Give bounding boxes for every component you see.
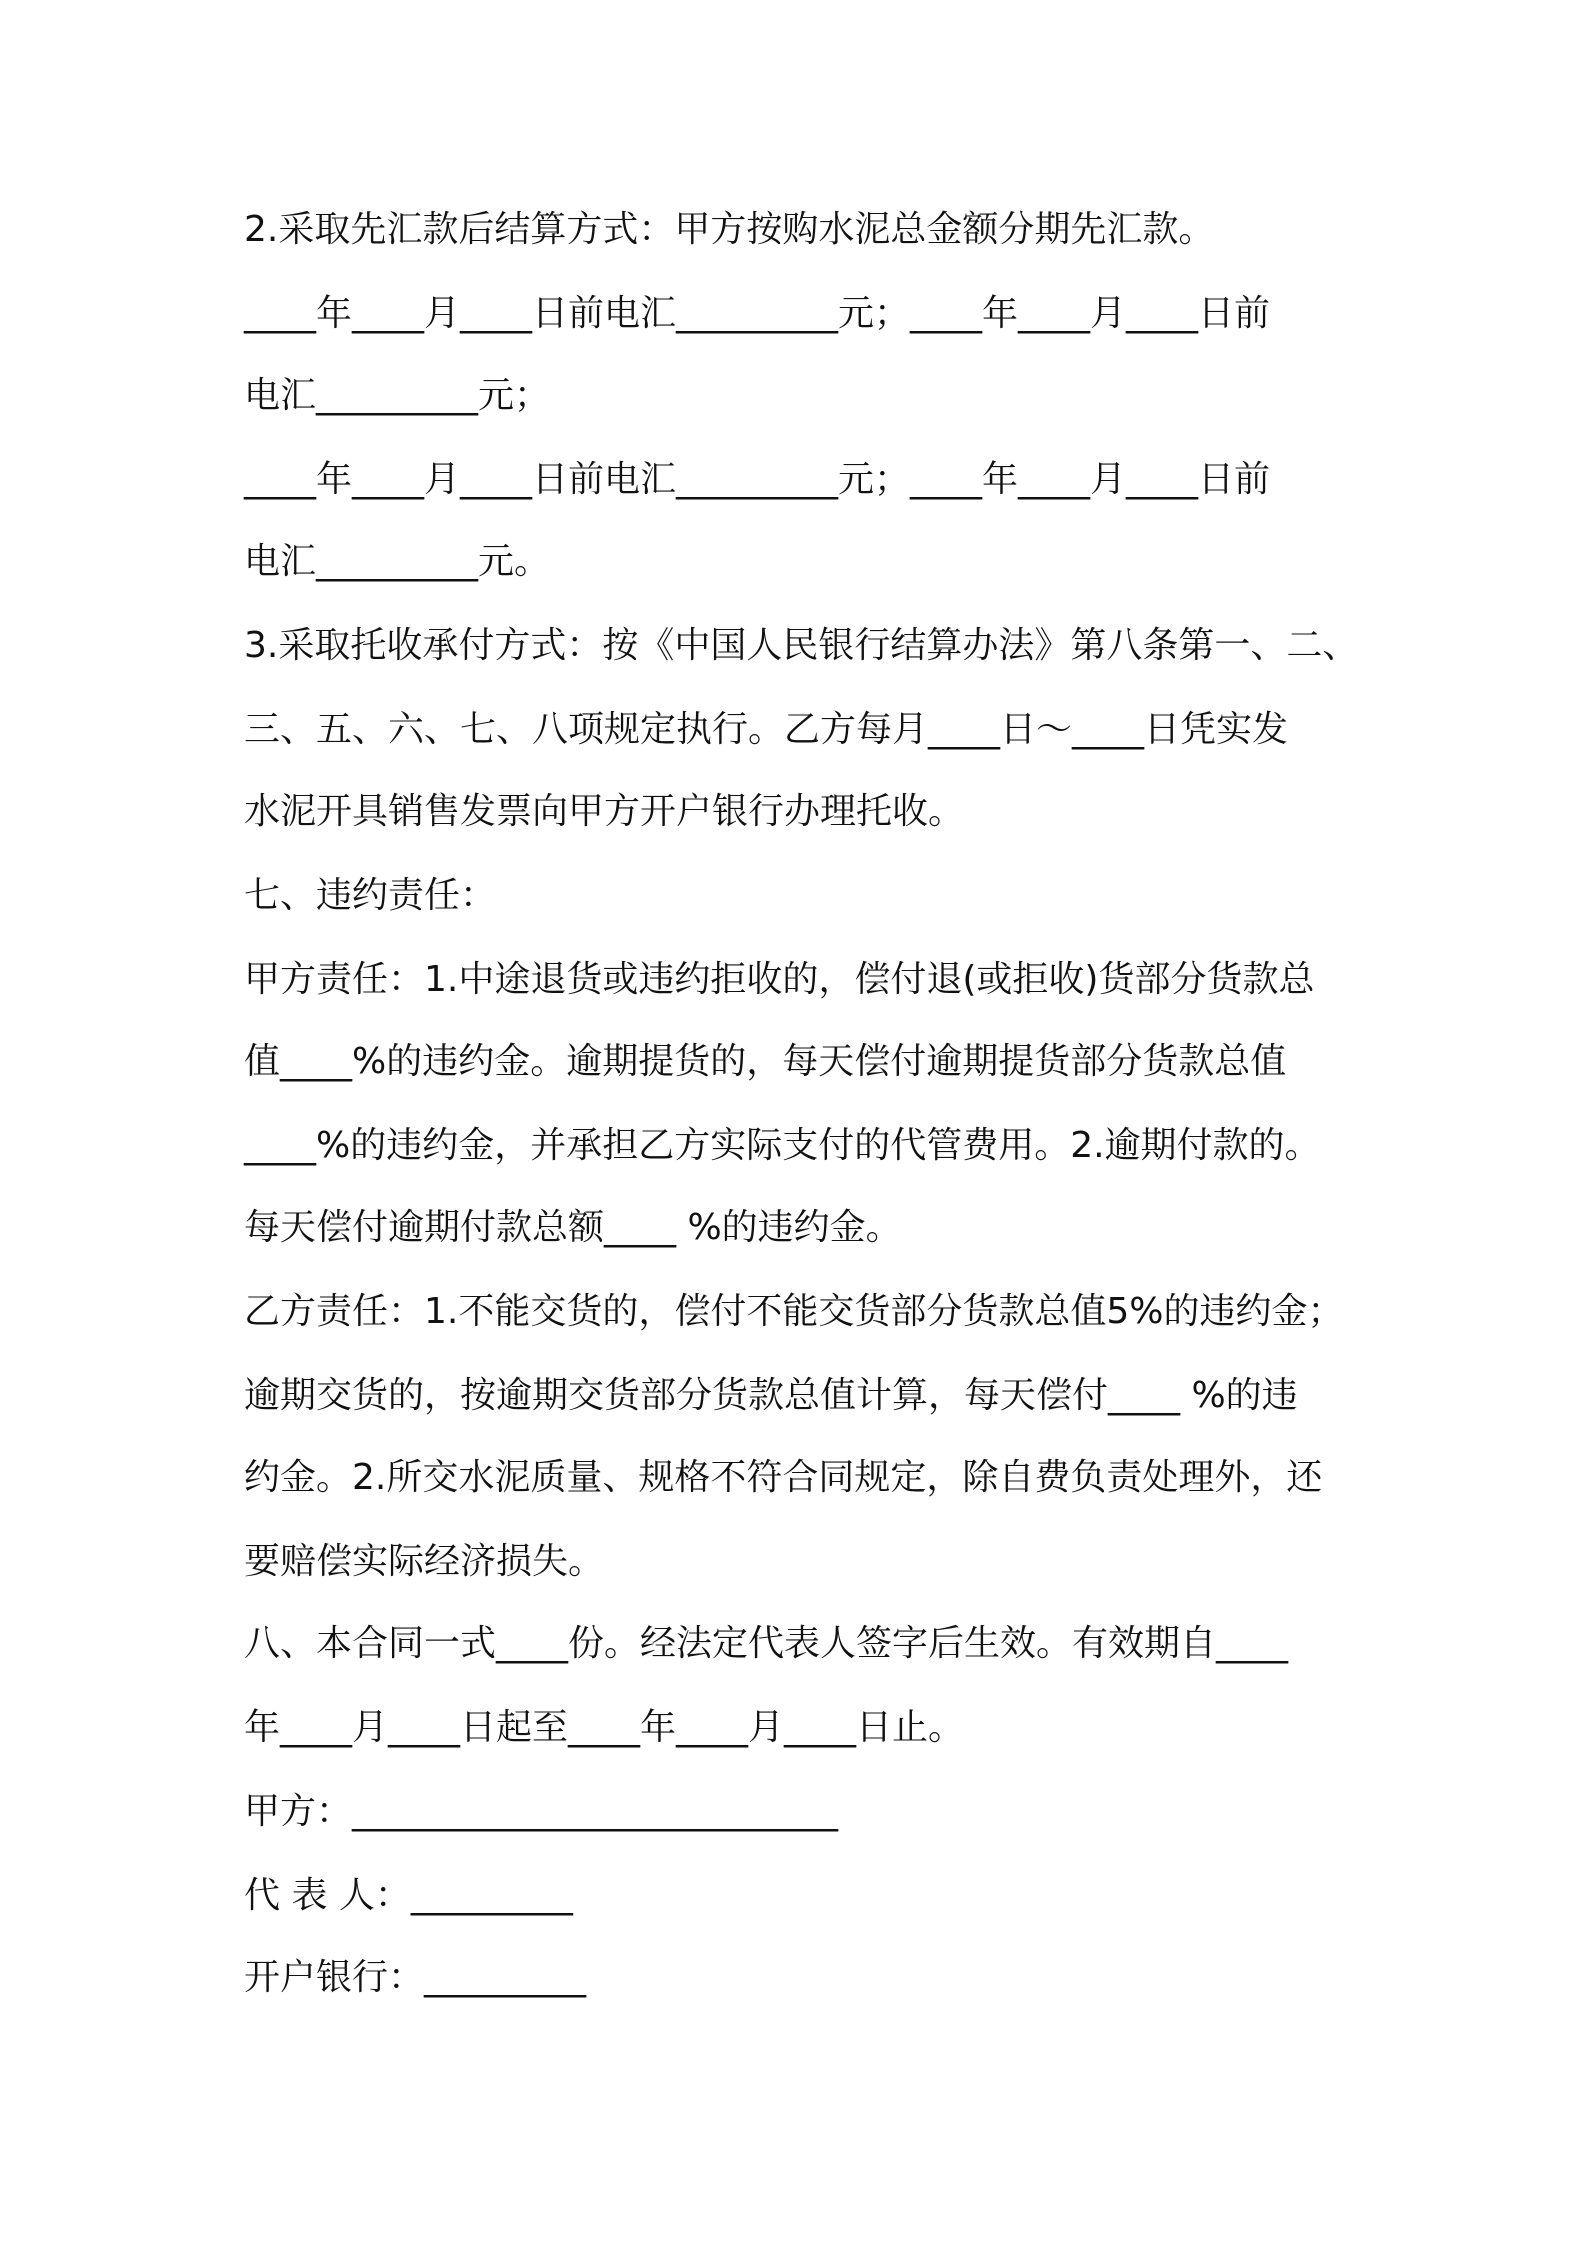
section-heading: 七、违约责任： <box>244 875 497 916</box>
text-line: 3.采取托收承付方式：按《中国人民银行结算办法》第八条第一、二、 <box>244 625 1359 666</box>
text-line: 逾期交货的，按逾期交货部分货款总值计算，每天偿付____ %的违 <box>244 1375 1298 1416</box>
text-line: 要赔偿实际经济损失。 <box>244 1541 605 1582</box>
text-line: ____年____月____日前电汇_________元；____年____月____日前 <box>244 293 1271 334</box>
text-line: ____年____月____日前电汇_________元；____年____月____日前 <box>244 459 1271 500</box>
text-line: 八、本合同一式____份。经法定代表人签字后生效。有效期自____ <box>244 1623 1289 1664</box>
text-line: 每天偿付逾期付款总额____ %的违约金。 <box>244 1207 902 1248</box>
text-line: 值____%的违约金。逾期提货的，每天偿付逾期提货部分货款总值 <box>244 1041 1287 1082</box>
text-line: 水泥开具销售发票向甲方开户银行办理托收。 <box>244 791 965 832</box>
text-line: 甲方责任：1.中途退货或违约拒收的，偿付退(或拒收)货部分货款总 <box>244 959 1315 1000</box>
text-line: 乙方责任：1.不能交货的，偿付不能交货部分货款总值5%的违约金； <box>244 1291 1344 1332</box>
text-line: 电汇_________元。 <box>244 541 551 582</box>
text-line: 年____月____日起至____年____月____日止。 <box>244 1707 965 1748</box>
representative-line: 代 表 人：_________ <box>244 1875 573 1916</box>
bank-line: 开户银行：_________ <box>244 1957 587 1998</box>
text-line: 电汇_________元； <box>244 375 551 416</box>
text-line: 约金。2.所交水泥质量、规格不符合同规定，除自费负责处理外，还 <box>244 1457 1323 1498</box>
text-line: ____%的违约金，并承担乙方实际支付的代管费用。2.逾期付款的。 <box>244 1125 1321 1166</box>
text-line: 2.采取先汇款后结算方式：甲方按购水泥总金额分期先汇款。 <box>244 209 1215 250</box>
party-a-signature-line: 甲方：___________________________ <box>244 1791 839 1832</box>
text-line: 三、五、六、七、八项规定执行。乙方每月____日～____日凭实发 <box>244 709 1289 750</box>
